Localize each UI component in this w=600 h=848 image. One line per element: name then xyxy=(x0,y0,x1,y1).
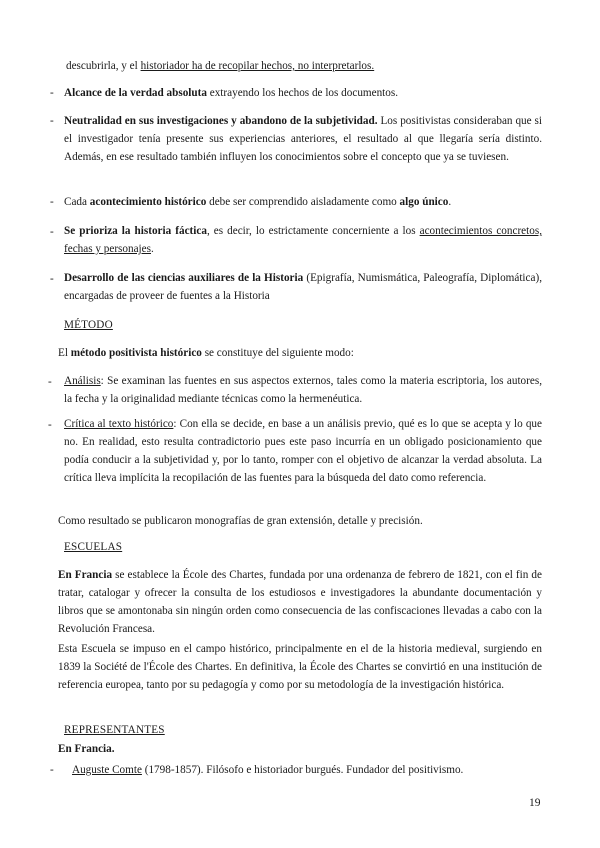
escuelas-paragraph-1 xyxy=(58,566,542,638)
trait-text: (Epigrafía, Numismática, Paleografía, Diplomática), encargadas de proveer de fuentes a la Historia xyxy=(64,272,542,302)
trait-post: . xyxy=(150,243,154,255)
page-number: 19 xyxy=(529,797,541,809)
intro-lead: descubrirla, y el xyxy=(66,60,141,72)
trait-post: . xyxy=(448,196,452,208)
trait-pre: Cada xyxy=(64,196,90,208)
representante-name: Auguste Comte xyxy=(72,764,142,776)
trait-item xyxy=(64,222,542,258)
representante-text: (1798-1857). Filósofo e historiador burgués. Fundador del positivismo. xyxy=(141,764,464,776)
metodo-heading: MÉTODO xyxy=(64,319,113,331)
metodo-result: Como resultado se publicaron monografías de gran extensión, detalle y precisión. xyxy=(58,515,423,527)
intro-underlined: historiador ha de recopilar hechos, no interpretarlos. xyxy=(140,60,375,72)
trait-bold: acontecimiento histórico xyxy=(89,196,207,208)
trait-bold: Se prioriza la historia fáctica xyxy=(64,225,207,237)
trait-mid: debe ser comprendido aisladamente como xyxy=(206,196,400,208)
trait-bold-2: algo único xyxy=(399,196,449,208)
trait-text: extrayendo los hechos de los documentos. xyxy=(206,87,399,99)
bullet-dash: - xyxy=(50,764,54,776)
metodo-step xyxy=(64,415,542,487)
metodo-step-text: : Con ella se decide, en base a un análisis previo, qué es lo que se acepta y lo que no. En realidad, esto resulta contradictorio pues este paso incurría en un obligado posicionamiento que podía conducir a la subjetividad y, por lo tanto, romper con el objetivo de alcanzar la verdad absoluta. La crítica lleva implícita la recopilación de las fuentes para la búsqueda del dato como referencia. xyxy=(64,418,542,484)
representantes-heading: REPRESENTANTES xyxy=(64,724,165,736)
bullet-dash: - xyxy=(50,226,54,238)
escuelas-p1-bold: En Francia xyxy=(58,569,113,581)
trait-bold: Desarrollo de las ciencias auxiliares de la Historia xyxy=(64,272,304,284)
representantes-subheading xyxy=(58,743,115,756)
representante-item xyxy=(72,764,463,777)
metodo-step-term: Análisis xyxy=(64,375,101,387)
escuelas-p1-text: se establece la École des Chartes, fundada por una ordenanza de febrero de 1821, con el fin de tratar, catalogar y ofrecer la consulta de los estudiosos e investigadores la abundante documentación y libros que se amontonaba sin ningún orden como consecuencia de las confiscaciones llevadas a cabo con la Revolución Francesa. xyxy=(58,569,542,635)
bullet-dash: - xyxy=(50,87,54,99)
escuelas-heading: ESCUELAS xyxy=(64,541,123,553)
metodo-step xyxy=(64,372,542,408)
bullet-dash: - xyxy=(50,115,54,127)
metodo-intro-post: se constituye del siguiente modo: xyxy=(201,347,354,359)
trait-bold: Neutralidad en sus investigaciones y abandono de la subjetividad. xyxy=(64,115,378,127)
trait-item xyxy=(64,196,451,209)
representantes-subheading-text: En Francia. xyxy=(58,743,115,755)
intro-line xyxy=(66,60,374,73)
bullet-dash: - xyxy=(50,273,54,285)
metodo-intro-bold: método positivista histórico xyxy=(70,347,202,359)
trait-item xyxy=(64,112,542,166)
bullet-dash: - xyxy=(48,419,52,431)
trait-text: Los positivistas consideraban que si el investigador tenía presente sus experiencias anteriores, el resultado al que llegaría sería distinto. Además, en ese resultado también influyen los conocimientos sobre el concepto que ya se tuviesen. xyxy=(64,115,542,163)
metodo-step-term: Crítica al texto histórico xyxy=(64,418,174,430)
trait-text: , es decir, lo estrictamente concerniente a los xyxy=(206,225,420,237)
bullet-dash: - xyxy=(50,196,54,208)
trait-underlined: acontecimientos concretos, fechas y personajes xyxy=(64,225,543,255)
metodo-intro-pre: El xyxy=(58,347,71,359)
trait-bold: Alcance de la verdad absoluta xyxy=(64,87,207,99)
metodo-intro xyxy=(58,347,354,360)
trait-item xyxy=(64,269,542,305)
trait-item xyxy=(64,87,398,100)
bullet-dash: - xyxy=(48,376,52,388)
escuelas-paragraph-2: Esta Escuela se impuso en el campo histórico, principalmente en el de la historia medieval, surgiendo en 1839 la Société de l'École des Chartes. En definitiva, la École des Chartes se convirtió en una institución de referencia europea, tanto por su pedagogía y como por su metodología de la investigación histórica. xyxy=(58,643,542,691)
metodo-step-text: : Se examinan las fuentes en sus aspectos externos, tales como la materia escriptoria, los autores, la fecha y la originalidad mediante técnicas como la hermenéutica. xyxy=(64,375,542,405)
